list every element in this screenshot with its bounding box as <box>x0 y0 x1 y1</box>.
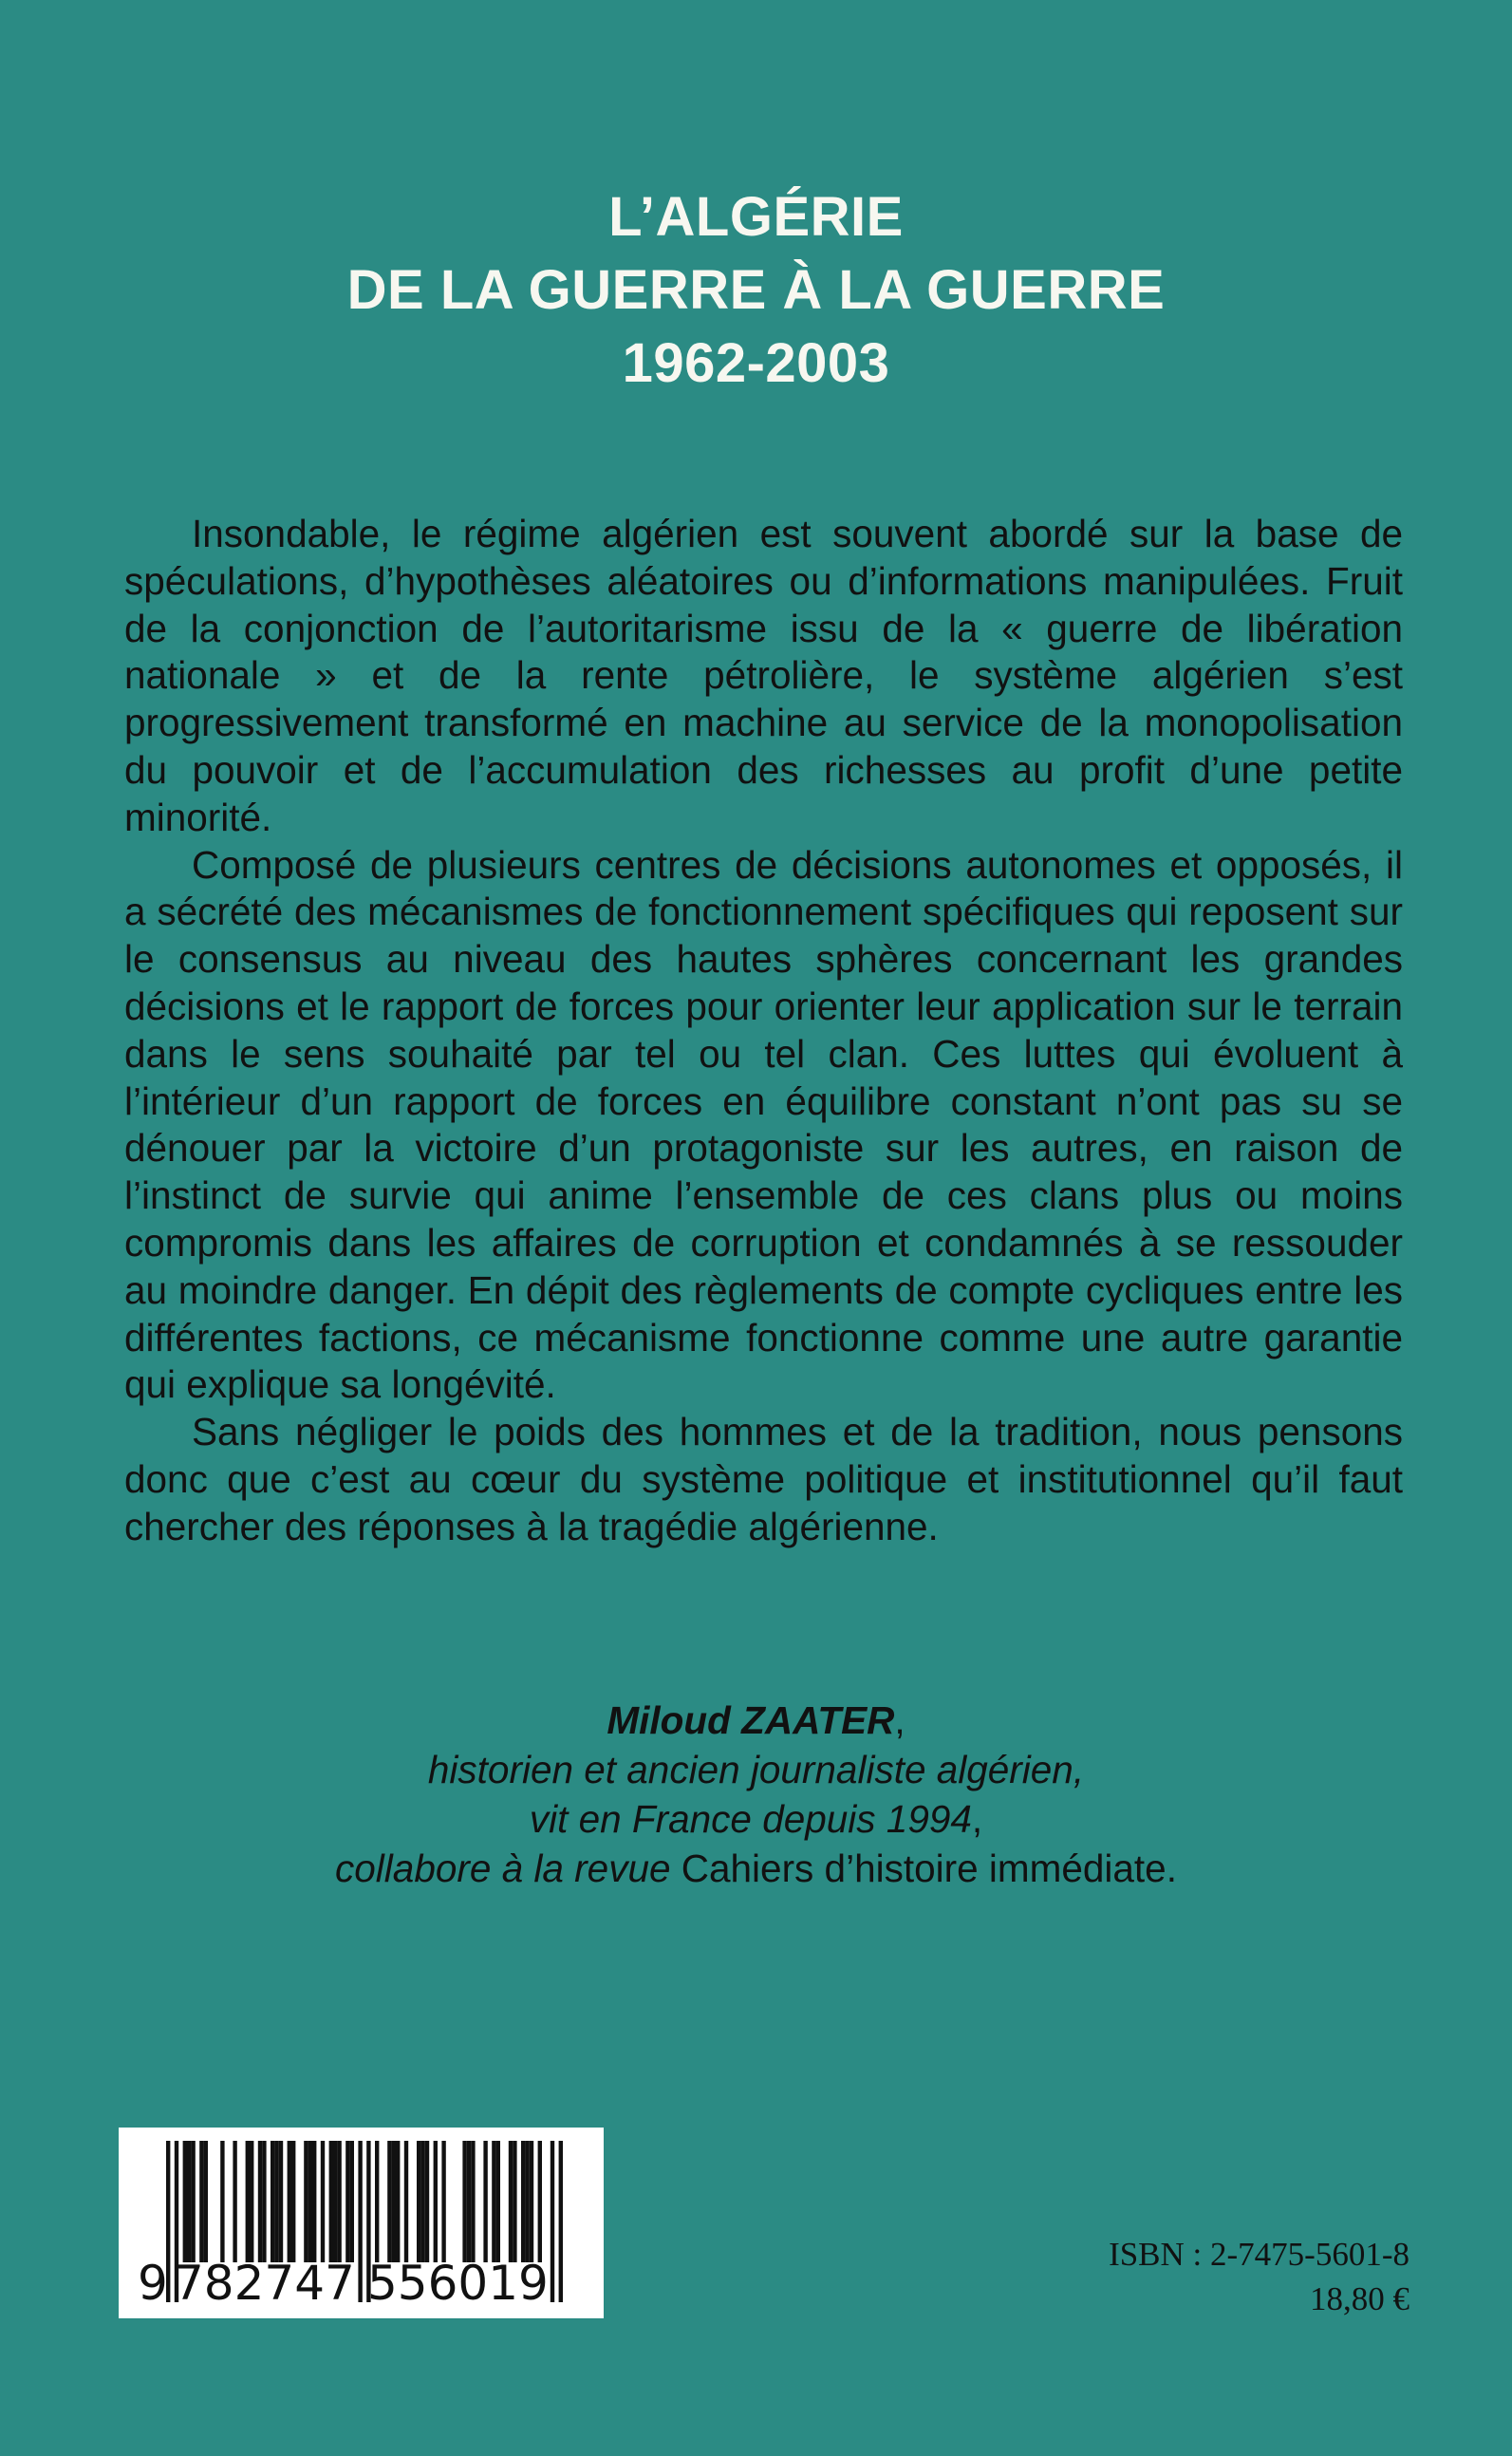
isbn-price-block <box>1109 2232 1409 2321</box>
barcode-bar <box>513 2141 516 2262</box>
barcode-bar <box>392 2141 396 2262</box>
author-name-line <box>0 1696 1512 1745</box>
barcode-bar <box>321 2141 325 2262</box>
journal-name: Cahiers d’histoire immédiate. <box>670 1847 1177 1890</box>
barcode-bar <box>191 2141 195 2262</box>
author-name-suffix: , <box>894 1698 905 1742</box>
summary-paragraph-1: Insondable, le régime algérien est souvent abordé sur la base de spéculations, d’hypothèses aléatoires ou d’informations manipulées. Fruit de la conjonction de l’autoritarisme issu de la « guerre de libération nationale » et de la rente pétrolière, le système algérien s’est progressivement transformé en machine au service de la monopolisation du pouvoir et de l’accumulation des richesses au profit d’une petite minorité. <box>124 512 1403 839</box>
author-bio-line-3 <box>0 1844 1512 1893</box>
barcode <box>119 2128 604 2318</box>
barcode-bar <box>233 2141 236 2262</box>
barcode-bar <box>258 2141 262 2262</box>
barcode-digit-lead: 9 <box>138 2256 168 2311</box>
barcode-digits-left: 782747 <box>174 2256 355 2311</box>
isbn-number: ISBN : 2-7475-5601-8 <box>1109 2236 1409 2273</box>
barcode-bar <box>304 2141 308 2262</box>
barcode-bar <box>345 2141 349 2262</box>
author-bio-line-1: historien et ancien journaliste algérien, <box>427 1748 1085 1791</box>
barcode-bar <box>509 2141 513 2262</box>
barcode-bar <box>492 2141 495 2262</box>
barcode-bar <box>333 2141 337 2262</box>
barcode-bar <box>483 2141 487 2262</box>
barcode-bar <box>559 2141 563 2302</box>
barcode-bar <box>417 2141 420 2262</box>
barcode-bar <box>187 2141 191 2262</box>
author-bio-line-2 <box>0 1794 1512 1844</box>
barcode-bar <box>271 2141 274 2262</box>
barcode-bar <box>375 2141 379 2262</box>
barcode-bar <box>521 2141 525 2262</box>
barcode-bar <box>329 2141 333 2262</box>
barcode-bar <box>337 2141 341 2262</box>
barcode-bar <box>262 2141 266 2262</box>
book-title <box>0 180 1512 400</box>
barcode-bar <box>404 2141 408 2262</box>
summary-paragraph-3: Sans négliger le poids des hommes et de la tradition, nous pensons donc que c’est au cœur du système politique et institutionnel qu’il faut chercher des réponses à la tragédie algérienne. <box>124 1410 1403 1548</box>
barcode-bar <box>420 2141 424 2262</box>
barcode-bar <box>358 2141 362 2302</box>
author-bio-line-2-text: vit en France depuis 1994 <box>529 1797 972 1841</box>
barcode-bar <box>551 2141 554 2302</box>
barcode-bar <box>204 2141 208 2262</box>
barcode-bar <box>274 2141 278 2262</box>
barcode-bar <box>467 2141 471 2262</box>
author-name: Miloud ZAATER <box>607 1698 895 1742</box>
author-bio-line-3-italic: collabore à la revue <box>335 1847 671 1890</box>
barcode-bar <box>387 2141 391 2262</box>
barcode-bar <box>250 2141 253 2262</box>
barcode-bar <box>288 2141 291 2262</box>
barcode-bar <box>462 2141 466 2262</box>
barcode-bar <box>308 2141 312 2262</box>
title-line-1: L’ALGÉRIE <box>608 186 904 248</box>
barcode-bar <box>425 2141 429 2262</box>
title-line-3: 1962-2003 <box>622 332 890 394</box>
barcode-bar <box>220 2141 224 2262</box>
barcode-bar <box>530 2141 533 2262</box>
barcode-bar <box>525 2141 529 2262</box>
barcode-bar <box>183 2141 187 2262</box>
author-bio <box>0 1696 1512 1893</box>
barcode-bar <box>246 2141 250 2262</box>
barcode-bar <box>471 2141 475 2262</box>
barcode-bar <box>441 2141 445 2262</box>
barcode-bar <box>312 2141 316 2262</box>
price: 18,80 € <box>1310 2280 1409 2317</box>
summary-paragraph-2: Composé de plusieurs centres de décisions autonomes et opposés, il a sécrété des mécanismes de fonctionnement spécifiques qui reposent sur le consensus au niveau des hautes sphères concernant les grandes décisions et le rapport de forces pour orienter leur application sur le terrain dans le sens souhaité par tel ou tel clan. Ces luttes qui évoluent à l’intérieur d’un rapport de forces en équilibre constant n’ont pas su se dénouer par la victoire d’un protagoniste sur les autres, en raison de l’instinct de survie qui anime l’ensemble de ces clans plus ou moins compromis dans les affaires de corruption et condamnés à se ressouder au moindre danger. En dépit des règlements de compte cycliques entre les différentes factions, ce mécanisme fonctionne comme une autre garantie qui explique sa longévité. <box>124 842 1403 1407</box>
barcode-bar <box>350 2141 354 2262</box>
title-line-2: DE LA GUERRE À LA GUERRE <box>346 259 1166 321</box>
barcode-digits-right: 556019 <box>367 2256 549 2311</box>
author-bio-line-2-suffix: , <box>971 1797 983 1841</box>
barcode-bar <box>496 2141 500 2262</box>
barcode-bar <box>434 2141 438 2262</box>
barcode-bar <box>396 2141 400 2262</box>
barcode-bar <box>538 2141 542 2262</box>
barcode-bar <box>199 2141 203 2262</box>
barcode-bar <box>279 2141 283 2262</box>
barcode-bar <box>291 2141 295 2262</box>
summary-text <box>124 511 1403 1551</box>
